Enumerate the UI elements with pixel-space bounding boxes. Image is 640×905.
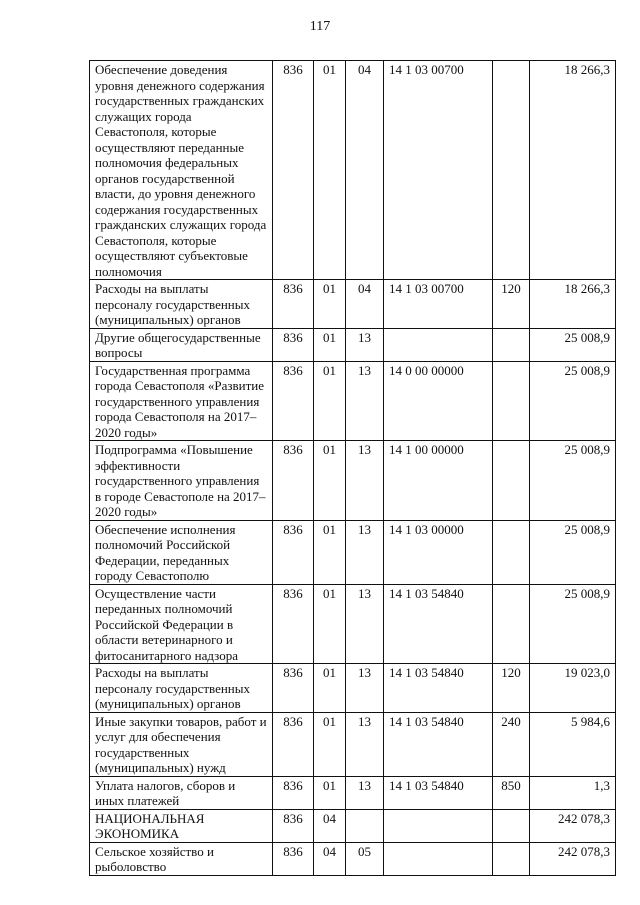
amount-cell: 25 008,9 [530, 328, 616, 361]
expense-type-cell [493, 361, 530, 441]
subsection-code-cell: 13 [346, 584, 384, 664]
subsection-code-cell: 13 [346, 520, 384, 584]
expense-type-cell: 120 [493, 664, 530, 713]
expense-name-cell: Осуществление части переданных полномочий Российской Федерации в области ветеринарного и фитосанитарного надзора [90, 584, 273, 664]
table-row [90, 712, 616, 776]
expense-type-cell [493, 61, 530, 280]
section-code-cell: 01 [314, 328, 346, 361]
ministry-code-cell: 836 [273, 664, 314, 713]
section-code-cell: 01 [314, 280, 346, 329]
ministry-code-cell: 836 [273, 441, 314, 521]
ministry-code-cell: 836 [273, 584, 314, 664]
subsection-code-cell: 05 [346, 842, 384, 875]
amount-cell: 25 008,9 [530, 584, 616, 664]
ministry-code-cell: 836 [273, 280, 314, 329]
section-code-cell: 01 [314, 361, 346, 441]
subsection-code-cell: 04 [346, 280, 384, 329]
expense-type-cell [493, 842, 530, 875]
ministry-code-cell: 836 [273, 776, 314, 809]
target-article-cell: 14 1 03 00700 [384, 280, 493, 329]
amount-cell: 25 008,9 [530, 520, 616, 584]
table-row [90, 776, 616, 809]
ministry-code-cell: 836 [273, 712, 314, 776]
target-article-cell: 14 1 03 54840 [384, 712, 493, 776]
table-row [90, 441, 616, 521]
expense-name-cell: Обеспечение доведения уровня денежного содержания государственных гражданских служащих города Севастополя, которые осуществляют переданные полномочия федеральных органов государственной власти, до уровня денежного содержания государственных гражданских служащих города Севастополя, которые осуществляют субъектовые полномочия [90, 61, 273, 280]
ministry-code-cell: 836 [273, 61, 314, 280]
table-row [90, 361, 616, 441]
target-article-cell: 14 1 03 54840 [384, 584, 493, 664]
subsection-code-cell: 13 [346, 441, 384, 521]
amount-cell: 18 266,3 [530, 61, 616, 280]
expense-name-cell: Уплата налогов, сборов и иных платежей [90, 776, 273, 809]
section-code-cell: 01 [314, 520, 346, 584]
expense-name-cell: Другие общегосударственные вопросы [90, 328, 273, 361]
expense-name-cell: Расходы на выплаты персоналу государственных (муниципальных) органов [90, 280, 273, 329]
expense-name-cell: Расходы на выплаты персоналу государственных (муниципальных) органов [90, 664, 273, 713]
amount-cell: 1,3 [530, 776, 616, 809]
section-code-cell: 01 [314, 441, 346, 521]
section-code-cell: 04 [314, 809, 346, 842]
subsection-code-cell: 13 [346, 712, 384, 776]
ministry-code-cell: 836 [273, 361, 314, 441]
expense-type-cell [493, 441, 530, 521]
section-code-cell: 01 [314, 584, 346, 664]
table-row [90, 280, 616, 329]
target-article-cell: 14 1 00 00000 [384, 441, 493, 521]
target-article-cell: 14 1 03 54840 [384, 776, 493, 809]
target-article-cell [384, 328, 493, 361]
expense-type-cell [493, 809, 530, 842]
section-code-cell: 01 [314, 61, 346, 280]
budget-table [89, 60, 616, 876]
subsection-code-cell: 13 [346, 664, 384, 713]
expense-name-cell: Сельское хозяйство и рыболовство [90, 842, 273, 875]
ministry-code-cell: 836 [273, 520, 314, 584]
subsection-code-cell: 13 [346, 776, 384, 809]
expense-name-cell: Подпрограмма «Повышение эффективности государственного управления в городе Севастополе на 2017–2020 годы» [90, 441, 273, 521]
ministry-code-cell: 836 [273, 328, 314, 361]
expense-type-cell [493, 520, 530, 584]
subsection-code-cell [346, 809, 384, 842]
expense-name-cell: Иные закупки товаров, работ и услуг для обеспечения государственных (муниципальных) нужд [90, 712, 273, 776]
expense-type-cell: 850 [493, 776, 530, 809]
expense-type-cell [493, 328, 530, 361]
ministry-code-cell: 836 [273, 809, 314, 842]
expense-type-cell: 240 [493, 712, 530, 776]
amount-cell: 242 078,3 [530, 809, 616, 842]
table-row [90, 61, 616, 280]
table-row [90, 584, 616, 664]
amount-cell: 25 008,9 [530, 441, 616, 521]
ministry-code-cell: 836 [273, 842, 314, 875]
expense-type-cell [493, 584, 530, 664]
section-code-cell: 01 [314, 776, 346, 809]
table-row [90, 520, 616, 584]
amount-cell: 25 008,9 [530, 361, 616, 441]
expense-type-cell: 120 [493, 280, 530, 329]
expense-name-cell: НАЦИОНАЛЬНАЯ ЭКОНОМИКА [90, 809, 273, 842]
table-row [90, 809, 616, 842]
section-code-cell: 01 [314, 664, 346, 713]
subsection-code-cell: 13 [346, 328, 384, 361]
target-article-cell: 14 1 03 54840 [384, 664, 493, 713]
amount-cell: 18 266,3 [530, 280, 616, 329]
table-row [90, 842, 616, 875]
subsection-code-cell: 13 [346, 361, 384, 441]
target-article-cell [384, 809, 493, 842]
target-article-cell: 14 1 03 00700 [384, 61, 493, 280]
amount-cell: 5 984,6 [530, 712, 616, 776]
expense-name-cell: Обеспечение исполнения полномочий Российской Федерации, переданных городу Севастополю [90, 520, 273, 584]
target-article-cell: 14 1 03 00000 [384, 520, 493, 584]
target-article-cell: 14 0 00 00000 [384, 361, 493, 441]
table-row [90, 328, 616, 361]
table-row [90, 664, 616, 713]
target-article-cell [384, 842, 493, 875]
subsection-code-cell: 04 [346, 61, 384, 280]
section-code-cell: 04 [314, 842, 346, 875]
amount-cell: 242 078,3 [530, 842, 616, 875]
amount-cell: 19 023,0 [530, 664, 616, 713]
page-number: 117 [309, 19, 331, 34]
expense-name-cell: Государственная программа города Севастополя «Развитие государственного управления города Севастополя на 2017–2020 годы» [90, 361, 273, 441]
section-code-cell: 01 [314, 712, 346, 776]
